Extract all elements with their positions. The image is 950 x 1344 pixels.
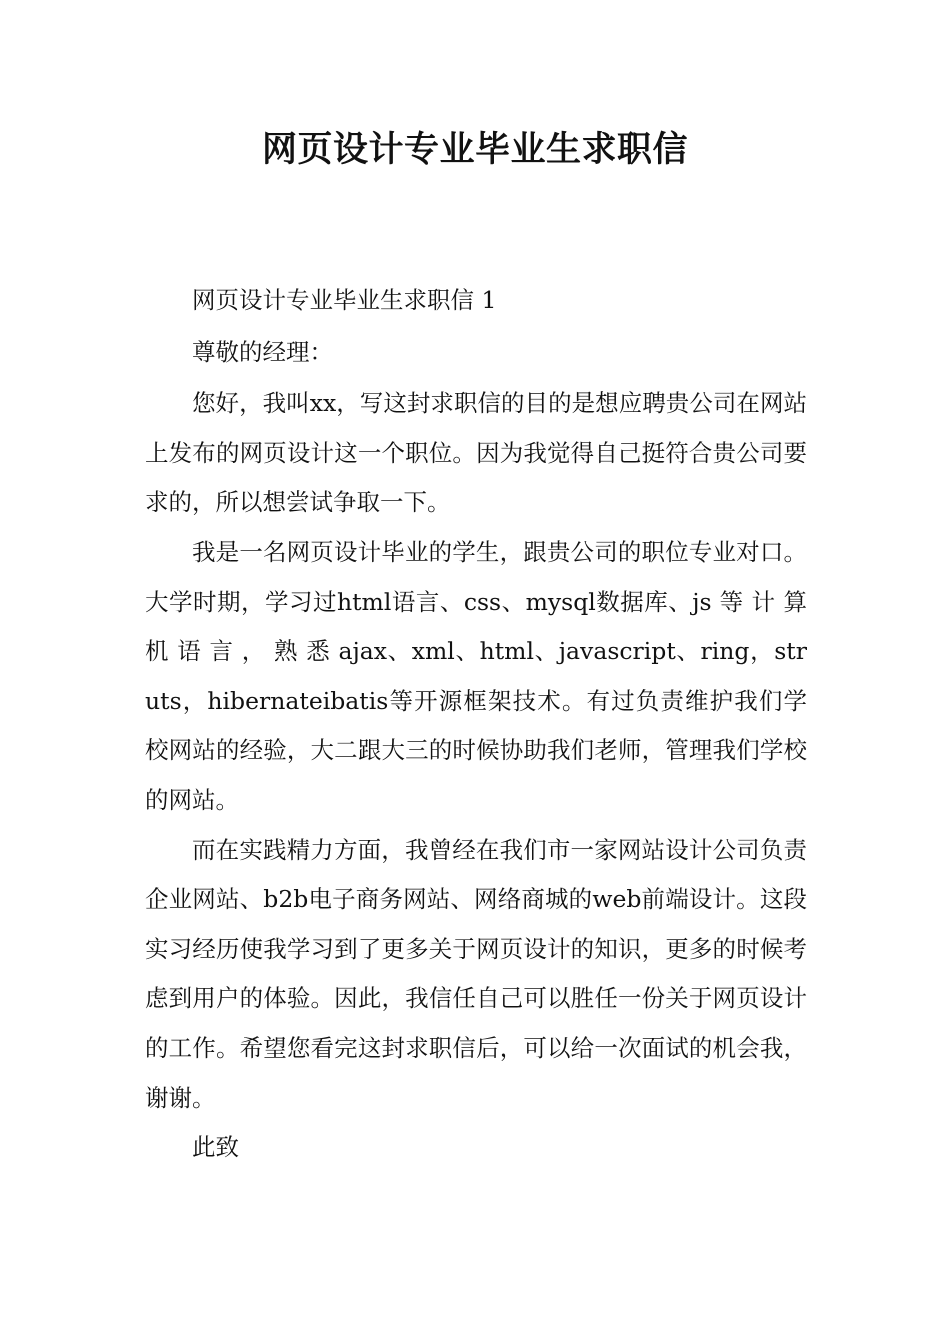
closing: 此致 — [192, 1133, 239, 1162]
paragraph-introduction: 您好，我叫xx，写这封求职信的目的是想应聘贵公司在网站上发布的网页设计这一个职位。因为我觉得自己挺符合贵公司要求的，所以想尝试争取一下。 — [145, 389, 807, 517]
document-title: 网页设计专业毕业生求职信 — [261, 130, 688, 170]
paragraph-experience: 而在实践精力方面，我曾经在我们市一家网站设计公司负责企业网站、b2b电子商务网站、网络商城的web前端设计。这段实习经历使我学习到了更多关于网页设计的知识，更多的时候考虑到用户的体验。因此，我信任自己可以胜任一份关于网页设计的工作。希望您看完这封求职信后，可以给一次面试的机会我，谢谢。 — [145, 835, 807, 1112]
paragraph-education: 我是一名网页设计毕业的学生，跟贵公司的职位专业对口。大学时期，学习过html语言、css、mysql数据库、js 等 计 算 机 语 言 ， 熟 悉 ajax、xml、html、javascript、ring，struts，hibernateibatis等开源框架技术。有过负责维护我们学校网站的经验，大二跟大三的时候协助我们老师，管理我们学校的网站。 — [145, 537, 807, 814]
salutation: 尊敬的经理： — [192, 337, 333, 366]
letter-heading: 网页设计专业毕业生求职信 1 — [192, 286, 497, 314]
document-body — [145, 276, 807, 1173]
